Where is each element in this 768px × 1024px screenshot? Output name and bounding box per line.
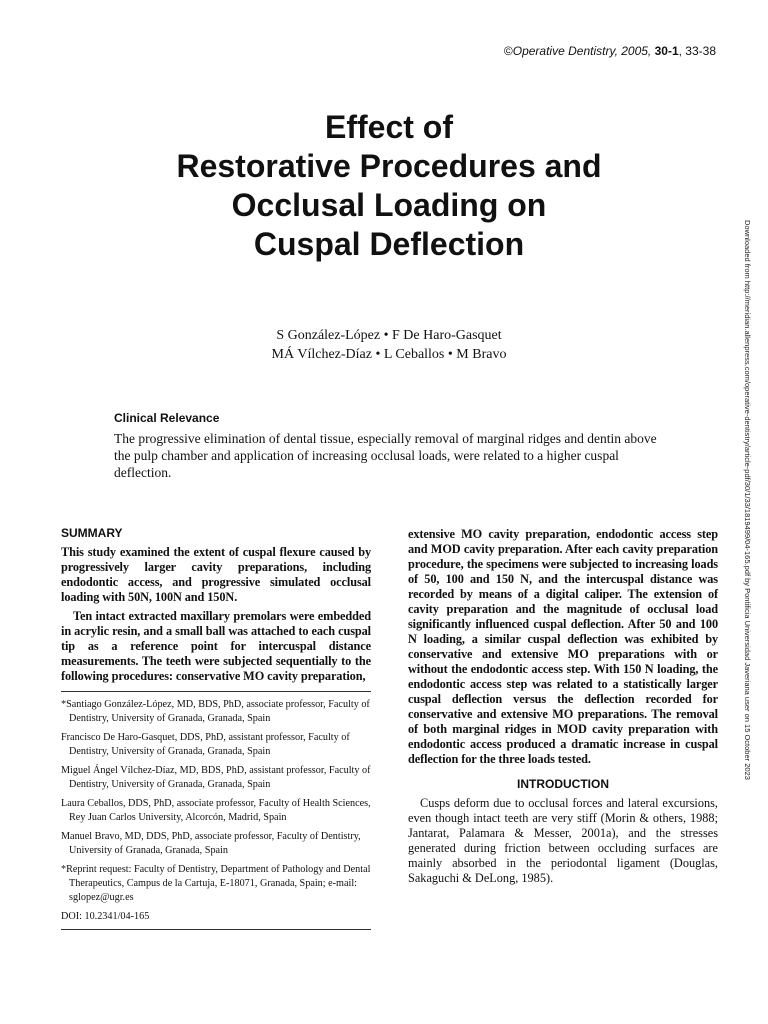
left-column [61, 526, 371, 930]
affiliation-item: Laura Ceballos, DDS, PhD, associate professor, Faculty of Health Sciences, Rey Juan Carlos University, Alcorcón, Madrid, Spain [61, 798, 371, 823]
summary-continued [408, 527, 718, 767]
title-line: Occlusal Loading on [231, 187, 547, 223]
affiliation-item: Francisco De Haro-Gasquet, DDS, PhD, assistant professor, Faculty of Dentistry, University of Granada, Granada, Spain [61, 732, 350, 757]
clinical-relevance-heading: Clinical Relevance [114, 411, 220, 425]
journal-name: Operative Dentistry, 2005, [512, 44, 652, 58]
footnote-divider [61, 691, 371, 692]
copyright-mark: © [503, 44, 513, 58]
summary-heading: SUMMARY [61, 526, 123, 540]
clinical-relevance-text: The progressive elimination of dental tissue, especially removal of marginal ridges and dentin above the pulp chamber and application of increasing occlusal loads, were related to a higher cuspal deflection. [114, 431, 657, 480]
author-line: S González-López • F De Haro-Gasquet [276, 328, 502, 343]
summary-paragraph: This study examined the extent of cuspal flexure caused by progressively larger cavity preparations, including endodontic access, and progressive simulated occlusal loading with 50N, 100N and 150N. [61, 545, 371, 604]
affiliation-item: Manuel Bravo, MD, DDS, PhD, associate professor, Faculty of Dentistry, University of Granada, Granada, Spain [61, 831, 361, 856]
journal-volume: 30-1 [654, 44, 679, 58]
introduction-paragraph: Cusps deform due to occlusal forces and lateral excursions, even though intact teeth are very stiff (Morin & others, 1988; Jantarat, Palamara & Messer, 2001a), and the stresses generated during friction between occluding surfaces are mainly absorbed in the periodontal ligament (Douglas, Sakaguchi & DeLong, 1985). [408, 796, 718, 885]
title-line: Effect of [325, 109, 453, 145]
journal-pages: , 33-38 [678, 44, 716, 58]
article-title [84, 108, 694, 264]
doi-link[interactable]: DOI: 10.2341/04-165 [61, 911, 150, 922]
introduction-section [408, 777, 718, 886]
download-watermark: Downloaded from http://meridian.allenpress.com/operative-dentistry/article-pdf/30/1/33/1819499/04-165.pdf by Pontificia Universidad Javeriana user on 15 October 2023 [743, 220, 752, 780]
author-list [84, 326, 694, 364]
affiliation-item: *Santiago González-López, MD, BDS, PhD, associate professor, Faculty of Dentistry, University of Granada, Granada, Spain [61, 699, 370, 724]
clinical-relevance-box [114, 411, 672, 481]
right-column [408, 527, 718, 886]
author-line: MÁ Vílchez-Díaz • L Ceballos • M Bravo [271, 347, 507, 362]
title-line: Restorative Procedures and [176, 148, 602, 184]
introduction-heading: INTRODUCTION [517, 777, 609, 791]
title-line: Cuspal Deflection [253, 226, 525, 262]
summary-section [61, 526, 371, 684]
journal-citation [504, 44, 716, 58]
summary-paragraph: extensive MO cavity preparation, endodontic access step and MOD cavity preparation. After each cavity preparation procedure, the specimens were subjected to increasing loads of 50, 100 and 150 N, and the intercuspal distance was recorded by means of a digital caliper. The extension of cavity preparation and the magnitude of occlusal load significantly influenced cuspal deflection. After 50 and 100 N loading, a similar cuspal deflection was exhibited by conservative and extensive MO preparations with or without the endodontic access step. With 150 N loading, the endodontic access step was related to a statistically larger cuspal deflection versus the deflection recorded for conservative and extensive MO preparations. The removal of both marginal ridges in MOD cavity preparation with endodontic access produced a dramatic increase in cuspal deflection for the three loads tested. [408, 527, 718, 766]
footnote-end-divider [61, 929, 371, 930]
affiliation-item: Miguel Ángel Vílchez-Díaz, MD, BDS, PhD, assistant professor, Faculty of Dentistry, University of Granada, Granada, Spain [61, 765, 371, 790]
reprint-request: *Reprint request: Faculty of Dentistry, Department of Pathology and Dental Therapeutics, Campus de la Cartuja, E-18071, Granada, Spain; e-mail: sglopez@ugr.es [61, 864, 371, 903]
affiliations [61, 698, 371, 924]
summary-paragraph: Ten intact extracted maxillary premolars were embedded in acrylic resin, and a small ball was attached to each cuspal tip as a reference point for intercuspal distance measurements. The teeth were subjected sequentially to the following procedures: conservative MO cavity preparation, [61, 609, 371, 683]
